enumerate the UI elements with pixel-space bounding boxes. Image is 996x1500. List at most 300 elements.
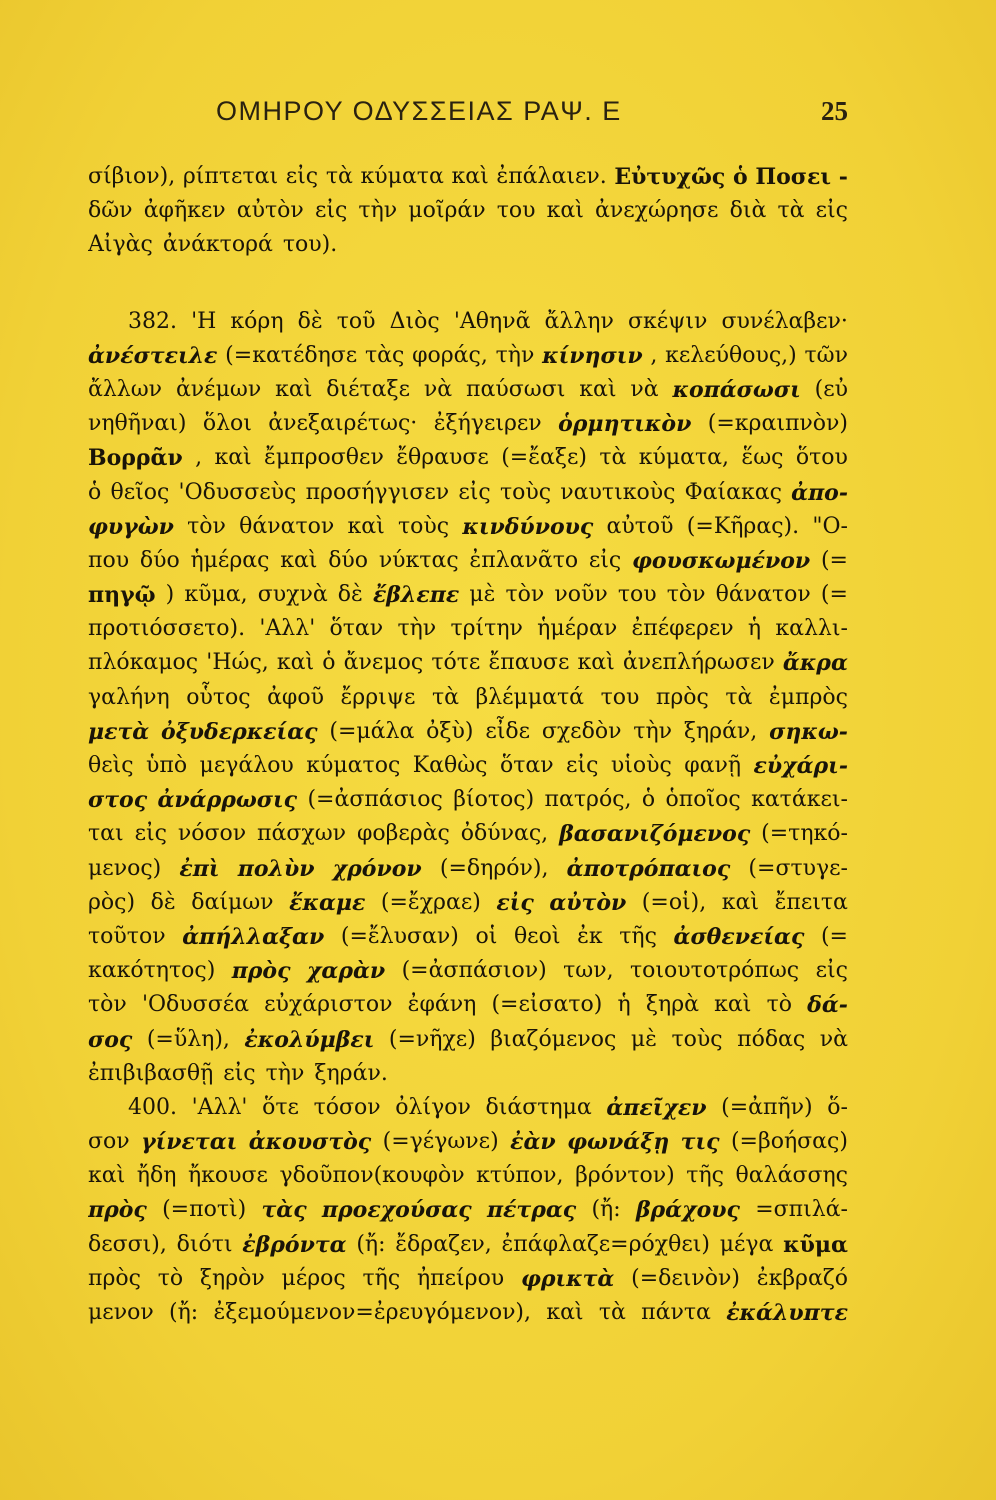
word: δὲ bbox=[150, 889, 176, 915]
word: βράχους bbox=[635, 1197, 740, 1224]
text-line bbox=[88, 160, 848, 194]
word: τοὺς bbox=[398, 513, 450, 539]
word: τοῦ bbox=[336, 308, 376, 334]
word: ται bbox=[88, 821, 124, 847]
word: ἀπεῖχεν bbox=[606, 1094, 707, 1121]
running-title: ΟΜΗΡΟΥ ΟΔΥΣΣΕΙΑΣ ΡΑΨ. Ε bbox=[216, 96, 622, 126]
word: καὶ bbox=[546, 1300, 584, 1325]
text-line bbox=[88, 1057, 848, 1091]
word: ἀνέμων bbox=[175, 376, 262, 402]
word: δά- bbox=[807, 992, 848, 1019]
word: του bbox=[600, 684, 640, 710]
page-header bbox=[88, 96, 848, 136]
text-line bbox=[88, 852, 848, 886]
word: διέταξε bbox=[326, 376, 411, 402]
word: μέγα bbox=[719, 1231, 774, 1257]
word: (=γέγωνε) bbox=[382, 1129, 499, 1155]
word: (=βοήσας) bbox=[730, 1129, 848, 1155]
word: ὁρμητικὸν bbox=[558, 411, 692, 438]
word: 'Οδυσσεὺς bbox=[178, 479, 297, 505]
word: νοῦν bbox=[554, 582, 608, 608]
word: ἡ bbox=[617, 992, 631, 1018]
word: αὐτοῦ bbox=[606, 513, 674, 539]
word: πάντα bbox=[641, 1300, 711, 1325]
word: 'Οδυσσέα bbox=[141, 992, 249, 1018]
word: βιαζόμενος bbox=[490, 1026, 617, 1052]
word: ἔθραυσε bbox=[396, 445, 489, 471]
word: σκέψιν bbox=[627, 308, 708, 334]
word: ρίπτεται bbox=[182, 164, 279, 189]
word: (=δεινὸν) bbox=[631, 1265, 740, 1291]
word: ὅ- bbox=[827, 1094, 848, 1120]
word: δαίμων bbox=[191, 889, 274, 915]
paragraph bbox=[88, 1091, 848, 1330]
word: νύκτας bbox=[378, 547, 459, 573]
word: φουσκωμένον bbox=[632, 547, 811, 574]
text-line bbox=[88, 749, 848, 783]
word: ἐπέφερεν bbox=[631, 616, 734, 642]
word: κύματα, bbox=[638, 445, 730, 471]
word: θάνατον bbox=[715, 582, 811, 608]
word: (=οἱ), bbox=[641, 889, 707, 915]
word: καὶ bbox=[280, 547, 318, 573]
word: ἀπήλλαξαν bbox=[182, 923, 325, 950]
word: (=ἔχραε) bbox=[380, 889, 481, 915]
word: διὰ bbox=[729, 198, 767, 224]
word: τὸν bbox=[187, 513, 226, 539]
word: ἡ bbox=[747, 616, 762, 642]
word: ) bbox=[165, 582, 175, 608]
word: οὗτος bbox=[186, 684, 251, 710]
word: (= bbox=[820, 547, 848, 573]
word: συνέλαβεν· bbox=[721, 308, 848, 334]
word: αὐτὸν bbox=[549, 889, 627, 916]
text-line bbox=[88, 578, 848, 612]
word: εἰς bbox=[223, 1060, 256, 1086]
word: νόσον bbox=[177, 821, 247, 847]
word: ἀνέστειλε bbox=[88, 342, 218, 369]
word: ὁποῖος bbox=[665, 787, 741, 813]
word: τὸ bbox=[766, 992, 792, 1018]
word: τῶν bbox=[804, 342, 848, 368]
word: 382. bbox=[128, 308, 177, 334]
word: τὰς bbox=[261, 1197, 307, 1224]
word: 400. bbox=[128, 1094, 177, 1120]
word: τὰ bbox=[431, 684, 459, 710]
word: πρὸς bbox=[655, 684, 709, 710]
word: φοβερὰς bbox=[356, 821, 450, 847]
word: ἤκουσε bbox=[187, 1163, 268, 1189]
word: βλέμματά bbox=[475, 684, 585, 710]
word: ἤδη bbox=[136, 1163, 177, 1189]
word: μὲ bbox=[630, 1026, 657, 1052]
text-line bbox=[88, 886, 848, 920]
word: καὶ bbox=[275, 376, 313, 402]
word: ἔπαυσε bbox=[488, 650, 570, 676]
word: ὀλίγον bbox=[395, 1094, 471, 1120]
word: σον bbox=[88, 1129, 130, 1155]
word: γδοῦπον(κουφὸν bbox=[279, 1163, 465, 1189]
word: κῦμα, bbox=[184, 582, 248, 608]
word: θαλάσσης bbox=[735, 1163, 848, 1189]
word: (=κατέδησε bbox=[225, 342, 358, 368]
word: κόρη bbox=[230, 308, 284, 334]
word: εἰς bbox=[285, 164, 319, 189]
word: ὀξὺ) bbox=[426, 718, 474, 744]
word: Αἰγὰς bbox=[88, 232, 153, 258]
paragraph bbox=[88, 305, 848, 1091]
word: τὰ bbox=[325, 164, 353, 189]
word: ἔκαμε bbox=[289, 889, 366, 916]
word: τὴν bbox=[397, 616, 437, 642]
paragraph bbox=[88, 160, 848, 263]
word: μὲ bbox=[469, 582, 496, 608]
word: καὶ bbox=[546, 198, 584, 224]
text-line bbox=[88, 1262, 848, 1296]
text-line bbox=[88, 1228, 848, 1262]
word: ἐφάνη bbox=[407, 992, 477, 1018]
word: (ἤ: bbox=[169, 1300, 199, 1325]
word: πρὸς bbox=[88, 1265, 141, 1291]
text-line bbox=[88, 1159, 848, 1193]
text-line bbox=[88, 954, 848, 988]
word: (=μάλα bbox=[329, 718, 415, 744]
text-line bbox=[88, 228, 848, 262]
text-line bbox=[88, 1023, 848, 1057]
word: χρόνον bbox=[332, 855, 422, 882]
word: (=ἀσπάσιον) bbox=[401, 958, 547, 984]
word: καὶ bbox=[347, 513, 385, 539]
word: καλλι- bbox=[775, 616, 848, 642]
word: ὅλοι bbox=[202, 411, 252, 437]
word: φωνάξῃ bbox=[567, 1129, 670, 1156]
word: ἠπείρου bbox=[416, 1265, 505, 1291]
word: ὅταν bbox=[499, 753, 554, 778]
word: πηγῷ bbox=[88, 582, 156, 609]
word: μενον bbox=[88, 1300, 154, 1325]
word: του). bbox=[282, 232, 338, 258]
word: καὶ bbox=[714, 992, 752, 1018]
text-line bbox=[88, 476, 848, 510]
word: ἐπάλαιεν. bbox=[496, 164, 607, 189]
word: ἀνάκτορά bbox=[162, 232, 273, 258]
word: νὰ bbox=[819, 1026, 848, 1052]
word: νὰ bbox=[423, 376, 453, 402]
word: Φαίακας bbox=[684, 479, 782, 505]
word: ἔβλεπε bbox=[372, 582, 460, 609]
word: δεσσι), bbox=[88, 1231, 167, 1257]
word: πόδας bbox=[737, 1026, 806, 1052]
word: μετὰ bbox=[88, 718, 150, 745]
word: κίνησιν bbox=[542, 342, 643, 369]
word: φρικτὰ bbox=[520, 1265, 615, 1292]
word: (=νῆχε) bbox=[388, 1026, 476, 1052]
word: τὸν bbox=[505, 582, 545, 608]
word: νηθῆναι) bbox=[88, 411, 187, 437]
word: του bbox=[496, 198, 536, 224]
word: τις bbox=[680, 1129, 720, 1156]
word: ἔπειτα bbox=[774, 889, 848, 915]
word: πολὺν bbox=[237, 855, 315, 882]
word: που bbox=[88, 547, 130, 573]
text-line bbox=[88, 373, 848, 407]
word: νὰ bbox=[630, 376, 659, 402]
word: ἀφῆκεν bbox=[143, 198, 226, 224]
word: ἐπιβιβασθῇ bbox=[88, 1060, 214, 1086]
word: τὰ bbox=[598, 1300, 626, 1325]
word: ἄλλων bbox=[88, 376, 163, 402]
word: θεὶς bbox=[88, 753, 134, 778]
word: πλόκαμος bbox=[88, 650, 199, 676]
word: 'Αθηνᾶ bbox=[453, 308, 531, 334]
word: θάνατον bbox=[239, 513, 335, 539]
word: ἔρριψε bbox=[340, 684, 416, 710]
word: σος bbox=[88, 1026, 133, 1053]
word: των, bbox=[563, 958, 614, 984]
word: ἔμπροσθεν bbox=[264, 445, 384, 471]
word: καὶ bbox=[451, 164, 489, 189]
body-text bbox=[88, 160, 848, 1330]
text-line bbox=[88, 510, 848, 544]
text-line bbox=[88, 612, 848, 646]
word: (=στυγε- bbox=[748, 855, 848, 881]
word: ναυτικοὺς bbox=[560, 479, 676, 505]
word: τὰς bbox=[364, 342, 405, 368]
word: κελεύθους,) bbox=[665, 342, 797, 368]
word: ἄκρα bbox=[782, 650, 848, 677]
word: καὶ bbox=[721, 889, 760, 915]
word: ὀξυδερκείας bbox=[161, 718, 318, 745]
word: ἔδραζεν, bbox=[395, 1231, 492, 1257]
word: ἐπάφλαζε=ρόχθει) bbox=[501, 1231, 710, 1257]
word: ὅταν bbox=[329, 616, 384, 642]
word: ρὸς) bbox=[88, 889, 136, 915]
word: σχεδὸν bbox=[541, 718, 622, 744]
word: μέρος bbox=[281, 1265, 346, 1291]
word: φοράς, bbox=[412, 342, 488, 368]
word: στος bbox=[88, 787, 148, 814]
word: ξηράν. bbox=[314, 1060, 388, 1086]
word: τοιουτοτρόπως bbox=[629, 958, 800, 984]
text-line bbox=[88, 920, 848, 954]
word: εἰς bbox=[588, 547, 622, 573]
word: ἡμέραν bbox=[537, 616, 618, 642]
word: εἰς bbox=[815, 958, 848, 984]
word: ἐξήγειρεν bbox=[433, 411, 542, 437]
text-line bbox=[88, 407, 848, 441]
word: ἐπλανᾶτο bbox=[469, 547, 579, 573]
word: καὶ bbox=[579, 376, 617, 402]
text-line bbox=[88, 194, 848, 228]
word: ἀνεπλήρωσεν bbox=[622, 650, 775, 676]
text-line bbox=[88, 1193, 848, 1227]
word: ἄλλην bbox=[544, 308, 614, 334]
word: (=ποτὶ) bbox=[162, 1197, 247, 1223]
word: ὁ bbox=[88, 479, 102, 505]
word: , bbox=[650, 342, 658, 368]
word: "Ο- bbox=[812, 513, 848, 539]
word: ἀσθενείας bbox=[673, 923, 805, 950]
word: ἄνεμος bbox=[343, 650, 424, 676]
paragraph-gap bbox=[88, 263, 848, 305]
word: (=ὕλη), bbox=[146, 1026, 230, 1052]
word: μενος) bbox=[88, 855, 162, 881]
word: τὴν bbox=[358, 198, 398, 224]
word: Βορρᾶν bbox=[88, 445, 183, 472]
word: του bbox=[617, 582, 657, 608]
word: προσήγγισεν bbox=[305, 479, 450, 505]
word: ὁ bbox=[641, 787, 656, 813]
word: φανῇ bbox=[684, 753, 742, 778]
word: τὸν bbox=[88, 992, 127, 1018]
word: ὅτου bbox=[795, 445, 848, 471]
word: πέτρας bbox=[486, 1197, 577, 1224]
word: εἰς bbox=[566, 753, 599, 778]
word: (ἤ: bbox=[591, 1197, 621, 1223]
word: ἡμέρας bbox=[190, 547, 270, 573]
word: παύσωσι bbox=[466, 376, 566, 402]
text-line bbox=[88, 1125, 848, 1159]
word: (εὐ bbox=[814, 376, 848, 402]
word: κύματος bbox=[306, 753, 401, 778]
text-line bbox=[88, 1091, 848, 1125]
word: (= bbox=[820, 582, 848, 608]
word: κτύπον, bbox=[476, 1163, 564, 1189]
word: γαλήνη bbox=[88, 684, 170, 710]
text-line bbox=[88, 681, 848, 715]
word: ἐξεμούμενον=ἐρευγόμενον), bbox=[213, 1300, 532, 1325]
word: υἱοὺς bbox=[610, 753, 672, 778]
word: τόσον bbox=[313, 1094, 381, 1120]
word: ὁ bbox=[322, 650, 336, 676]
word: =σπιλά- bbox=[755, 1197, 848, 1223]
word: ἐὰν bbox=[510, 1129, 556, 1156]
word: ἀνεξαιρέτως· bbox=[268, 411, 418, 437]
word: ἐκ bbox=[577, 923, 603, 949]
word: εἶδε bbox=[485, 718, 530, 744]
word: κοπάσωσι bbox=[672, 376, 801, 403]
word: εἰς bbox=[458, 479, 491, 505]
word: κῦμα bbox=[783, 1231, 848, 1258]
word: τῆς bbox=[619, 923, 657, 949]
word: εἰς bbox=[496, 889, 534, 916]
word: (ἤ: bbox=[356, 1231, 386, 1257]
word: ἐκολύμβει bbox=[244, 1026, 375, 1053]
word: (=ἔλυσαν) bbox=[340, 923, 459, 949]
word: τὰ bbox=[599, 445, 627, 471]
word: ἀνάρρωσις bbox=[157, 787, 298, 814]
page-number: 25 bbox=[821, 96, 848, 126]
word: βίοτος) bbox=[453, 787, 535, 813]
word: ὑπὸ bbox=[146, 753, 188, 778]
word: , bbox=[195, 445, 203, 471]
word: πρὸς bbox=[88, 1197, 147, 1224]
word: τὸν bbox=[666, 582, 706, 608]
word: Διὸς bbox=[389, 308, 440, 334]
word: ὅτε bbox=[262, 1094, 299, 1120]
word: τὰ bbox=[777, 198, 805, 224]
word: δὲ bbox=[337, 582, 363, 608]
word: (=τηκό- bbox=[761, 821, 848, 847]
word: - bbox=[838, 164, 848, 190]
word: διότι bbox=[176, 1231, 233, 1257]
word: ξηράν, bbox=[683, 718, 758, 744]
word: τοὺς bbox=[499, 479, 552, 505]
word: θεοὶ bbox=[513, 923, 561, 949]
word: μεγάλου bbox=[199, 753, 294, 778]
word: εὐχάριστον bbox=[264, 992, 393, 1018]
word: κύματα bbox=[360, 164, 444, 189]
word: 'Αλλ' bbox=[259, 616, 316, 642]
word: βρόντον) bbox=[575, 1163, 675, 1189]
word: ἐκάλυπτε bbox=[726, 1300, 848, 1326]
text-line bbox=[88, 715, 848, 749]
word: τὸ bbox=[157, 1265, 184, 1291]
word: (=ἀπῆν) bbox=[721, 1094, 813, 1120]
text-line bbox=[88, 646, 848, 680]
word: ὀδύνας, bbox=[460, 821, 549, 847]
word: δῶν bbox=[88, 198, 133, 224]
word: καὶ bbox=[214, 445, 252, 471]
word: ἀπο- bbox=[791, 479, 848, 506]
word: πάσχων bbox=[257, 821, 347, 847]
word: (=εἰσατο) bbox=[491, 992, 603, 1018]
text-line bbox=[88, 1296, 848, 1330]
word: τῆς bbox=[686, 1163, 724, 1189]
word: (= bbox=[820, 923, 848, 949]
word: πρὸς bbox=[231, 958, 291, 985]
text-line bbox=[88, 441, 848, 475]
text-line bbox=[88, 817, 848, 851]
text-line bbox=[88, 783, 848, 817]
word: δύο bbox=[139, 547, 180, 573]
word: αὐτὸν bbox=[236, 198, 304, 224]
word: ἀκουστὸς bbox=[248, 1129, 372, 1156]
word: Εὐτυχῶς bbox=[614, 164, 726, 190]
word: 'Αλλ' bbox=[191, 1094, 248, 1120]
word: ἕως bbox=[741, 445, 784, 471]
word: εἰς bbox=[134, 821, 167, 847]
word: (=Κῆρας). bbox=[686, 513, 800, 539]
word: εἰς bbox=[314, 198, 348, 224]
word: βασανιζόμενος bbox=[559, 821, 751, 848]
word: πατρός, bbox=[544, 787, 632, 813]
word: ἐπὶ bbox=[179, 855, 220, 882]
word: σίβιον), bbox=[88, 164, 176, 189]
word: (=ἀσπάσιος bbox=[307, 787, 443, 813]
word: ἀνεχώρησε bbox=[595, 198, 719, 224]
word: δὲ bbox=[297, 308, 323, 334]
word: ξηρὸν bbox=[199, 1265, 265, 1291]
word: εἰς bbox=[815, 198, 848, 224]
word: τῆς bbox=[362, 1265, 401, 1291]
word: καὶ bbox=[88, 1163, 126, 1189]
word: γίνεται bbox=[141, 1129, 238, 1156]
word: μοῖράν bbox=[408, 198, 486, 224]
word: συχνὰ bbox=[257, 582, 328, 608]
word: ἀφοῦ bbox=[267, 684, 324, 710]
word: ἐκβραζό bbox=[756, 1265, 848, 1291]
word: χαρὰν bbox=[306, 958, 386, 985]
text-line bbox=[88, 305, 848, 339]
word: κακότητος) bbox=[88, 958, 216, 984]
word: καὶ bbox=[276, 650, 315, 676]
word: εὐχάρι- bbox=[753, 753, 848, 779]
word: ἐμπρὸς bbox=[768, 684, 848, 710]
word: κατάκει- bbox=[751, 787, 848, 813]
text-line bbox=[88, 339, 848, 373]
word: τὴν bbox=[495, 342, 535, 368]
